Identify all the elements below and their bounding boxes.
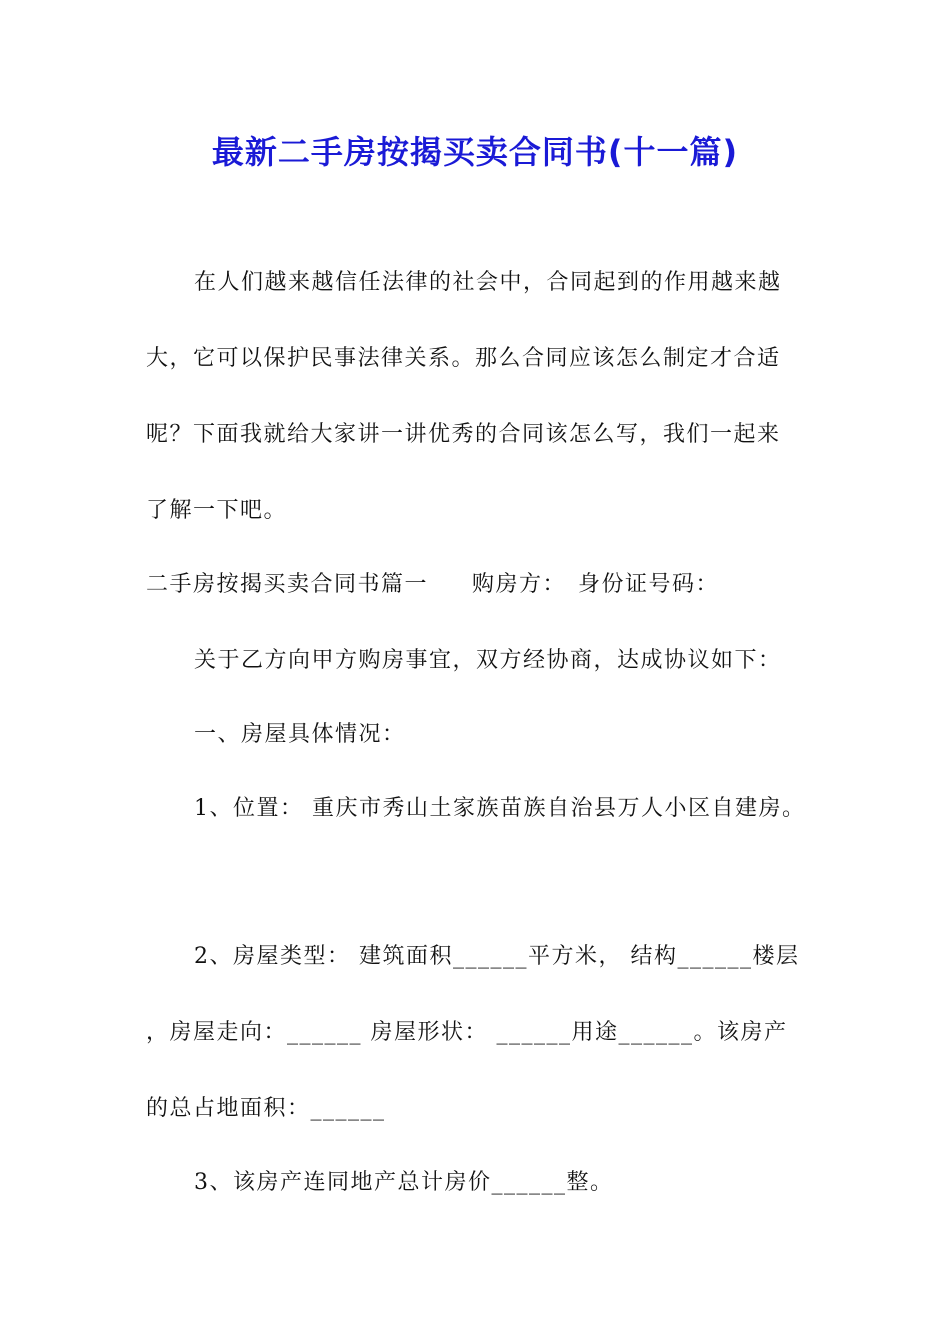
document-title: 最新二手房按揭买卖合同书(十一篇) — [211, 133, 739, 171]
intro-line-2: 大，它可以保护民事法律关系。那么合同应该怎么制定才合适 — [146, 346, 781, 371]
item-one-heading: 一、房屋具体情况： — [194, 722, 406, 747]
section-heading-line — [146, 568, 826, 602]
section-heading: 二手房按揭买卖合同书篇一 — [146, 572, 429, 597]
intro-line-4: 了解一下吧。 — [146, 498, 288, 523]
intro-line-1: 在人们越来越信任法律的社会中，合同起到的作用越来越 — [194, 270, 782, 295]
intro-line-3: 呢？下面我就给大家讲一讲优秀的合同该怎么写，我们一起来 — [146, 422, 781, 447]
house-type-line-2: ，房屋走向：______ 房屋形状： ______用途______。该房产 — [146, 1020, 788, 1045]
id-number-label: 身份证号码： — [578, 572, 720, 597]
house-type-line-1: 2、房屋类型： 建筑面积______平方米， 结构______楼层 — [194, 944, 800, 969]
total-price-clause: 3、该房产连同地产总计房价______整。 — [194, 1170, 614, 1195]
buyer-label: 购房方： — [472, 572, 567, 597]
house-type-line-3: 的总占地面积：______ — [146, 1096, 386, 1121]
agreement-paragraph: 关于乙方向甲方购房事宜，双方经协商，达成协议如下： — [194, 648, 782, 673]
location-clause: 1、位置： 重庆市秀山土家族苗族自治县万人小区自建房。 — [194, 796, 806, 821]
